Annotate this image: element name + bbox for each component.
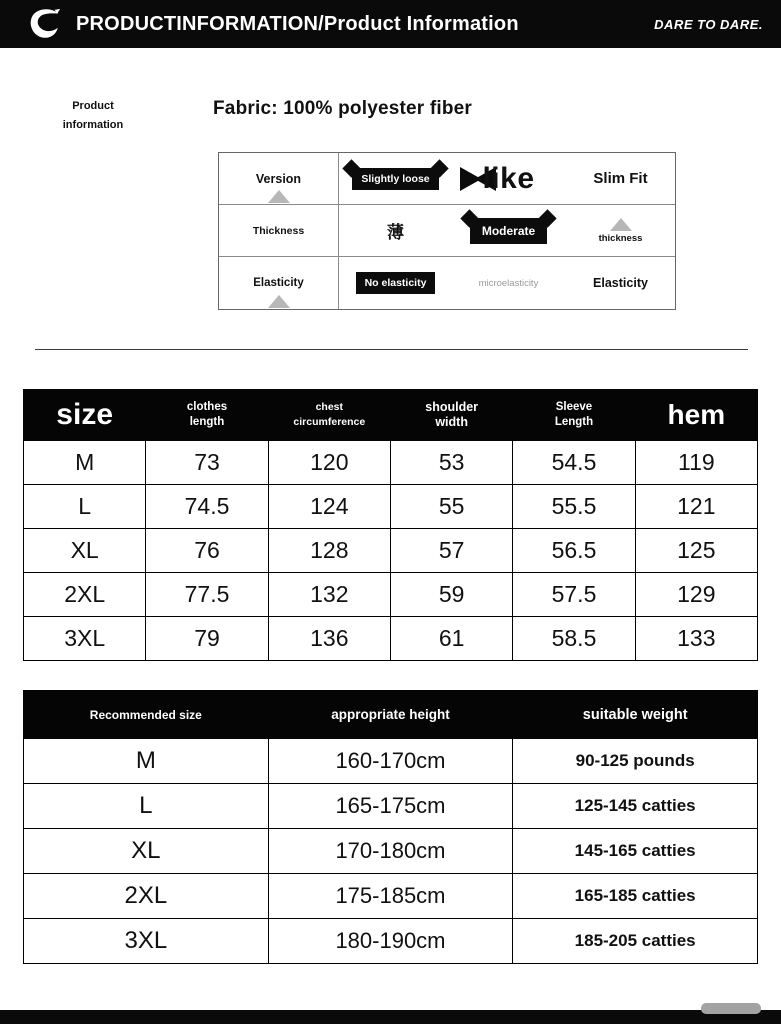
section-side-label <box>56 97 130 135</box>
cell: 53 <box>390 441 512 485</box>
attribute-label-text: Version <box>255 171 302 186</box>
fabric-description: Fabric: 100% polyester fiber <box>213 98 473 119</box>
attribute-label-text: Elasticity <box>253 277 304 289</box>
attribute-label <box>219 153 339 204</box>
brand-logo-icon <box>26 7 64 41</box>
side-label-line: information <box>62 119 124 131</box>
brand-slogan: DARE TO DARE. <box>654 16 763 32</box>
column-header-chest-circumference <box>268 390 390 441</box>
size-table-row <box>24 573 758 617</box>
fit-recommendation-table <box>23 690 758 964</box>
cell: 58.5 <box>513 617 635 661</box>
fit-table-row <box>24 874 758 919</box>
cell: 129 <box>635 573 757 617</box>
cell: 175-185cm <box>268 874 513 919</box>
cell: 132 <box>268 573 390 617</box>
attribute-label <box>219 257 339 309</box>
decor-triangle <box>268 190 290 203</box>
cell: 74.5 <box>146 485 268 529</box>
header-bar <box>0 0 781 48</box>
footer-bar <box>0 1010 781 1024</box>
highlighted-option-badge: Moderate <box>470 218 547 244</box>
decor-triangle <box>610 218 632 231</box>
size-table-row <box>24 485 758 529</box>
size-table-row <box>24 617 758 661</box>
decor-triangle <box>268 295 290 308</box>
column-header-line: chest <box>315 401 344 413</box>
cell: 2XL <box>24 573 146 617</box>
cell: 120 <box>268 441 390 485</box>
cell: 73 <box>146 441 268 485</box>
fit-table-row <box>24 919 758 964</box>
attribute-option <box>565 257 676 309</box>
highlighted-option-badge: No elasticity <box>356 272 436 294</box>
cell: 119 <box>635 441 757 485</box>
attribute-option <box>339 257 452 309</box>
cell: 57.5 <box>513 573 635 617</box>
column-header-sleeve-length <box>513 390 635 441</box>
cell: 54.5 <box>513 441 635 485</box>
column-header-appropriate-height: appropriate height <box>268 691 513 739</box>
highlighted-option-badge: Slightly loose <box>352 168 438 190</box>
column-header-line: width <box>435 415 468 429</box>
cell: XL <box>24 529 146 573</box>
cell: 165-175cm <box>268 784 513 829</box>
size-table-header-row <box>24 390 758 441</box>
cell: 59 <box>390 573 512 617</box>
cell: 61 <box>390 617 512 661</box>
side-label-line: Product <box>72 100 114 112</box>
attribute-option <box>565 205 676 256</box>
attributes-table <box>218 152 676 310</box>
cell: 170-180cm <box>268 829 513 874</box>
attribute-option-text: 薄 <box>387 223 404 242</box>
attribute-option <box>452 153 565 204</box>
cell: 121 <box>635 485 757 529</box>
cell: 165-185 catties <box>513 874 758 919</box>
column-header-size: size <box>24 390 146 441</box>
cell: 55 <box>390 485 512 529</box>
column-header-line: Length <box>554 416 594 428</box>
attribute-row-thickness <box>219 205 675 257</box>
cell: 3XL <box>24 919 269 964</box>
cell: 79 <box>146 617 268 661</box>
cell: 124 <box>268 485 390 529</box>
cell: L <box>24 485 146 529</box>
attribute-option-text: thickness <box>598 232 643 244</box>
attribute-option-text: microelasticity <box>478 277 539 289</box>
cell: L <box>24 784 269 829</box>
cell: 145-165 catties <box>513 829 758 874</box>
cell: 76 <box>146 529 268 573</box>
page-title: PRODUCTINFORMATION/Product Information <box>76 12 519 35</box>
attribute-option <box>339 205 452 256</box>
cell: XL <box>24 829 269 874</box>
column-header-line: length <box>189 416 225 428</box>
size-table-row <box>24 529 758 573</box>
fit-table-row <box>24 829 758 874</box>
attribute-option <box>339 153 452 204</box>
cell: 125 <box>635 529 757 573</box>
section-divider <box>35 349 748 350</box>
cell: 2XL <box>24 874 269 919</box>
column-header-hem: hem <box>635 390 757 441</box>
attribute-option-text: Slim Fit <box>593 170 648 187</box>
column-header-recommended-size: Recommended size <box>24 691 269 739</box>
fit-table-header-row <box>24 691 758 739</box>
cell: 125-145 catties <box>513 784 758 829</box>
attribute-option-text: like <box>482 161 535 195</box>
column-header-clothes-length <box>146 390 268 441</box>
fit-table-row <box>24 784 758 829</box>
cell: 133 <box>635 617 757 661</box>
attribute-row-elasticity <box>219 257 675 309</box>
attribute-label <box>219 205 339 256</box>
attribute-option <box>565 153 676 204</box>
column-header-line: clothes <box>186 401 228 413</box>
attribute-option <box>452 257 565 309</box>
size-table-row <box>24 441 758 485</box>
cell: 57 <box>390 529 512 573</box>
fit-table-row <box>24 739 758 784</box>
column-header-suitable-weight: suitable weight <box>513 691 758 739</box>
attribute-label-text: Thickness <box>252 224 305 237</box>
cell: 90-125 pounds <box>513 739 758 784</box>
column-header-line: circumference <box>293 416 366 428</box>
cell: 128 <box>268 529 390 573</box>
cell: 160-170cm <box>268 739 513 784</box>
attribute-option <box>452 205 565 256</box>
cell: 185-205 catties <box>513 919 758 964</box>
cell: M <box>24 441 146 485</box>
attribute-row-version <box>219 153 675 205</box>
scrollbar-thumb[interactable] <box>701 1003 761 1014</box>
cell: 180-190cm <box>268 919 513 964</box>
size-table <box>23 389 758 661</box>
cell: 55.5 <box>513 485 635 529</box>
attribute-option-text: Elasticity <box>593 276 648 290</box>
cell: M <box>24 739 269 784</box>
cell: 56.5 <box>513 529 635 573</box>
cell: 77.5 <box>146 573 268 617</box>
cell: 3XL <box>24 617 146 661</box>
column-header-line: Sleeve <box>555 401 593 413</box>
column-header-line: shoulder <box>425 400 479 414</box>
column-header-shoulder-width <box>390 390 512 441</box>
cell: 136 <box>268 617 390 661</box>
